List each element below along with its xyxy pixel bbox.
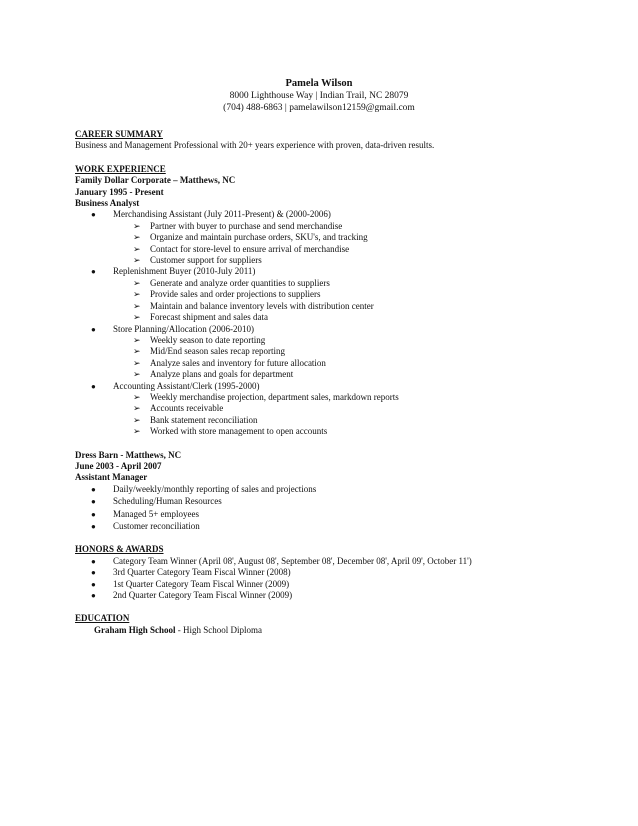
task-item	[113, 244, 575, 255]
arrow-bullet-icon: ➢	[133, 391, 141, 402]
task-item	[113, 278, 575, 289]
career-summary-text: Business and Management Professional with 20+ years experience with proven, data-driven results.	[75, 140, 435, 151]
honor-text: 3rd Quarter Category Team Fiscal Winner (2008)	[113, 567, 291, 578]
resume-header	[0, 78, 638, 114]
task-text: Analyze sales and inventory for future allocation	[150, 357, 326, 368]
duty-item	[75, 484, 575, 495]
education-heading: EDUCATION	[75, 613, 130, 624]
career-summary-section	[75, 129, 575, 152]
task-text: Provide sales and order projections to suppliers	[150, 289, 321, 300]
job-company: Family Dollar Corporate – Matthews, NC	[75, 175, 236, 186]
arrow-bullet-icon: ➢	[133, 255, 141, 266]
duty-text: Scheduling/Human Resources	[113, 496, 222, 507]
role-label: Accounting Assistant/Clerk (1995-2000)	[113, 380, 260, 391]
education-separator: -	[175, 624, 184, 635]
task-text: Contact for store-level to ensure arrival of merchandise	[150, 243, 350, 254]
bullet-icon: ●	[91, 556, 96, 566]
role-item	[75, 266, 575, 323]
task-item	[113, 346, 575, 357]
task-item	[113, 221, 575, 232]
role-label: Merchandising Assistant (July 2011-Present) & (2000-2006)	[113, 209, 331, 220]
bullet-icon: ●	[91, 509, 96, 519]
school-name: Graham High School	[94, 624, 176, 635]
arrow-bullet-icon: ➢	[133, 426, 141, 437]
task-item	[113, 312, 575, 323]
duty-text: Daily/weekly/monthly reporting of sales and projections	[113, 483, 317, 494]
duty-item	[75, 521, 575, 532]
career-summary-heading: CAREER SUMMARY	[75, 129, 163, 139]
bullet-icon: ●	[91, 591, 96, 601]
bullet-icon: ●	[91, 267, 96, 277]
task-item	[113, 369, 575, 380]
arrow-bullet-icon: ➢	[133, 232, 141, 243]
arrow-bullet-icon: ➢	[133, 369, 141, 380]
candidate-name: Pamela Wilson	[285, 78, 353, 89]
education-entry	[75, 625, 575, 636]
resume-body	[75, 129, 575, 648]
education-section	[75, 613, 575, 636]
honors-heading: HONORS & AWARDS	[75, 544, 164, 555]
arrow-bullet-icon: ➢	[133, 243, 141, 254]
arrow-bullet-icon: ➢	[133, 357, 141, 368]
role-item	[75, 209, 575, 266]
address-line: 8000 Lighthouse Way | Indian Trail, NC 28079	[229, 91, 409, 101]
task-text: Accounts receivable	[150, 403, 224, 414]
task-text: Analyze plans and goals for department	[150, 369, 294, 380]
contact-line: (704) 488-6863 | pamelawilson12159@gmail.com	[223, 103, 415, 113]
honor-text: 2nd Quarter Category Team Fiscal Winner (2009)	[113, 590, 293, 601]
arrow-bullet-icon: ➢	[133, 346, 141, 357]
bullet-icon: ●	[91, 522, 96, 531]
duty-item	[75, 509, 575, 520]
role-label: Replenishment Buyer (2010-July 2011)	[113, 266, 256, 277]
duty-list	[75, 484, 575, 533]
task-list	[113, 278, 575, 324]
task-text: Mid/End season sales recap reporting	[150, 346, 285, 357]
task-item	[113, 301, 575, 312]
arrow-bullet-icon: ➢	[133, 414, 141, 425]
honor-item	[75, 567, 575, 578]
task-text: Weekly merchandise projection, department sales, markdown reports	[150, 391, 399, 402]
job-dress-barn	[75, 450, 575, 533]
task-text: Partner with buyer to purchase and send merchandise	[150, 220, 343, 231]
arrow-bullet-icon: ➢	[133, 334, 141, 345]
honor-text: 1st Quarter Category Team Fiscal Winner (2009)	[113, 578, 290, 589]
duty-item	[75, 496, 575, 507]
bullet-icon: ●	[91, 210, 96, 220]
task-list	[113, 221, 575, 267]
bullet-icon: ●	[91, 484, 96, 494]
arrow-bullet-icon: ➢	[133, 289, 141, 300]
arrow-bullet-icon: ➢	[133, 403, 141, 414]
task-item	[113, 232, 575, 243]
role-label: Store Planning/Allocation (2006-2010)	[113, 323, 254, 334]
task-text: Weekly season to date reporting	[150, 334, 266, 345]
task-item	[113, 335, 575, 346]
bullet-icon: ●	[91, 497, 96, 507]
duty-text: Managed 5+ employees	[113, 508, 200, 519]
honor-item	[75, 556, 575, 567]
job-family-dollar	[75, 175, 575, 437]
job-company: Dress Barn - Matthews, NC	[75, 449, 182, 460]
job-dates: January 1995 - Present	[75, 186, 164, 197]
bullet-icon: ●	[91, 579, 96, 589]
arrow-bullet-icon: ➢	[133, 312, 141, 323]
task-text: Worked with store management to open accounts	[150, 426, 328, 437]
job-title: Business Analyst	[75, 198, 140, 209]
role-item	[75, 324, 575, 381]
bullet-icon: ●	[91, 381, 96, 391]
job-title: Assistant Manager	[75, 472, 148, 483]
arrow-bullet-icon: ➢	[133, 277, 141, 288]
diploma-name: High School Diploma	[183, 624, 263, 635]
honors-section	[75, 544, 575, 601]
task-item	[113, 255, 575, 266]
honor-item	[75, 579, 575, 590]
arrow-bullet-icon: ➢	[133, 220, 141, 231]
honor-item	[75, 590, 575, 601]
task-text: Maintain and balance inventory levels with distribution center	[150, 300, 374, 311]
honors-list	[75, 556, 575, 602]
task-item	[113, 415, 575, 426]
work-experience-section	[75, 164, 575, 533]
task-text: Forecast shipment and sales data	[150, 312, 268, 323]
role-item	[75, 381, 575, 438]
work-experience-heading: WORK EXPERIENCE	[75, 163, 166, 174]
bullet-icon: ●	[91, 324, 96, 334]
duty-text: Customer reconciliation	[113, 521, 200, 531]
task-list	[113, 392, 575, 438]
task-item	[113, 403, 575, 414]
task-text: Bank statement reconciliation	[150, 414, 258, 425]
bullet-icon: ●	[91, 568, 96, 578]
honor-text: Category Team Winner (April 08', August 08', September 08', December 08', April 09', October 11')	[113, 555, 472, 566]
task-item	[113, 392, 575, 403]
task-text: Customer support for suppliers	[150, 255, 262, 266]
arrow-bullet-icon: ➢	[133, 300, 141, 311]
task-item	[113, 358, 575, 369]
task-list	[113, 335, 575, 381]
task-item	[113, 289, 575, 300]
job-dates: June 2003 - April 2007	[75, 460, 162, 471]
role-list	[75, 209, 575, 437]
task-item	[113, 426, 575, 437]
task-text: Generate and analyze order quantities to suppliers	[150, 277, 330, 288]
task-text: Organize and maintain purchase orders, SKU's, and tracking	[150, 232, 368, 243]
